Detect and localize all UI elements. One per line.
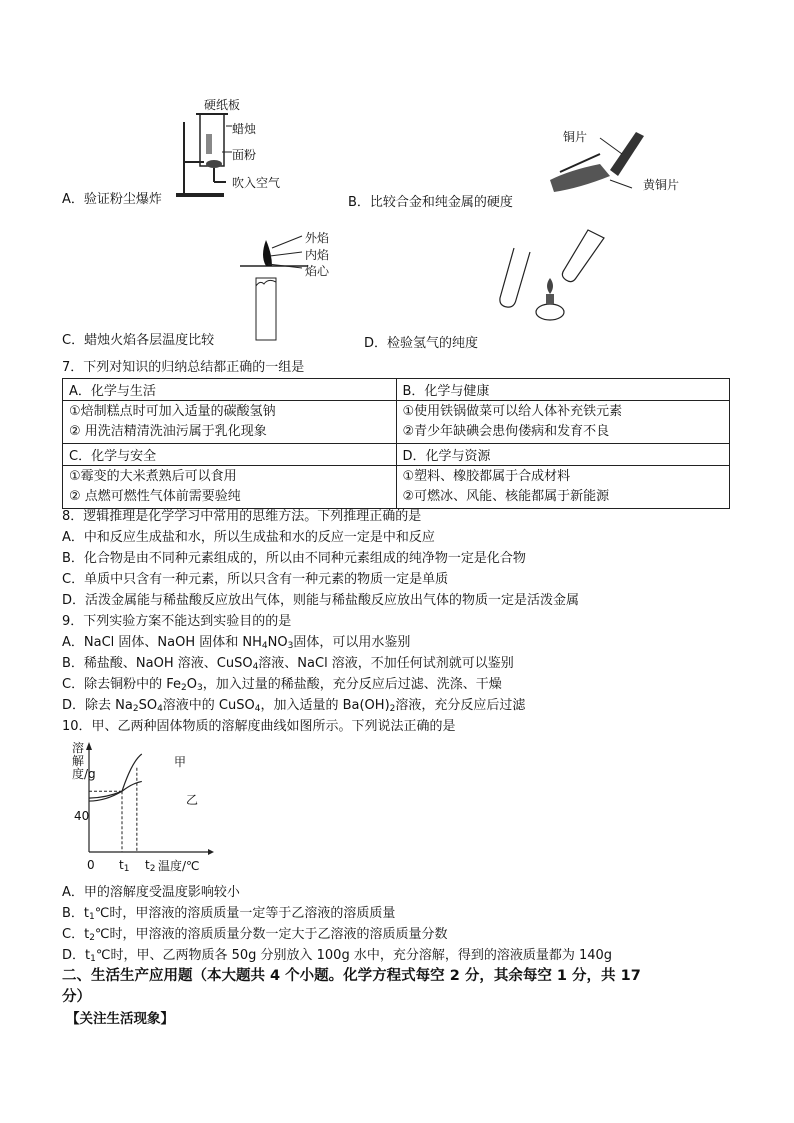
q10-option-d: D．$t_1℃$时，甲、乙两物质各 50g 分别放入 100g 水中，充分溶解，得到的溶液质量都为 140g: [62, 948, 613, 964]
q9-option-c: C．除去铜粉中的 $Fe_2O_3$，加入过量的稀盐酸，充分反应后过滤、洗涤、干燥: [62, 677, 502, 693]
origin-label: 0: [87, 858, 95, 872]
figure-c-candle-flame: [236, 226, 316, 344]
q8-option-c: C．单质中只含有一种元素，所以只含有一种元素的物质一定是单质: [62, 572, 449, 587]
q9-option-b: B．稀盐酸、NaOH 溶液、CuSO$_4$溶液、NaCl 溶液，不加任何试剂就可以鉴别: [62, 656, 514, 672]
series-yi-curve: [89, 781, 142, 798]
tick-t1: $t_1$: [119, 858, 130, 874]
q7-a-item-1: ①焙制糕点时可加入适量的碳酸氢钠: [69, 404, 276, 419]
legend-jia: 甲: [174, 755, 187, 769]
section2-subheading: 【关注生活现象】: [66, 1011, 174, 1027]
q7-c-item-2: ② 点燃可燃性气体前需要验纯: [69, 489, 241, 504]
q7-b-items: [396, 401, 730, 444]
x-axis-arrow: [208, 849, 214, 855]
tick-t2: $t_2$: [145, 858, 156, 874]
option-a-figure: A．验证粉尘爆炸: [62, 192, 162, 207]
q8-option-d: D．活泼金属能与稀盐酸反应放出气体，则能与稀盐酸反应放出气体的物质一定是活泼金属: [62, 593, 580, 608]
q7-d-item-1: ①塑料、橡胶都属于合成材料: [402, 469, 571, 484]
option-c-figure: C．蜡烛火焰各层温度比较: [62, 333, 215, 348]
y-axis-arrow: [86, 742, 92, 750]
tick-y-40: 40: [74, 809, 90, 823]
section2-heading-line1: 二、生活生产应用题（本大题共 4 个小题。化学方程式每空 2 分，其余每空 1 分，共 17: [62, 968, 641, 984]
label-board: 硬纸板: [204, 98, 241, 112]
q9-stem: 9．下列实验方案不能达到实验目的的是: [62, 614, 292, 629]
label-candle: 蜡烛: [232, 122, 257, 136]
q8-option-a: A．中和反应生成盐和水，所以生成盐和水的反应一定是中和反应: [62, 530, 435, 545]
q7-stem: 7．下列对知识的归纳总结都正确的一组是: [62, 360, 305, 375]
q9-option-d: D．除去 $Na_2SO_4$溶液中的 CuSO$_4$，加入适量的 $Ba(OH)_2$溶液，充分反应后过滤: [62, 698, 526, 714]
label-flour: 面粉: [232, 148, 257, 162]
q7-a-title: A．化学与生活: [63, 379, 397, 401]
label-air: 吹入空气: [232, 176, 281, 190]
option-b-figure: B．比较合金和纯金属的硬度: [348, 195, 513, 210]
q7-c-items: [63, 466, 397, 509]
label-brass: 黄铜片: [643, 178, 680, 192]
option-d-figure: D．检验氢气的纯度: [364, 336, 479, 351]
label-copper: 铜片: [563, 130, 588, 144]
q8-stem: 8．逻辑推理是化学学习中常用的思维方法。下列推理正确的是: [62, 509, 422, 524]
label-flame-core: 焰心: [305, 264, 330, 278]
q10-option-c: C．$t_2℃$时，甲溶液的溶质质量分数一定大于乙溶液的溶质质量分数: [62, 927, 448, 943]
q7-d-title: D．化学与资源: [396, 444, 730, 466]
label-inner-flame: 内焰: [305, 248, 330, 262]
chart-xlabel: 温度/℃: [158, 859, 200, 873]
legend-yi: 乙: [186, 793, 199, 807]
q9-option-a: A．NaCl 固体、NaOH 固体和 $NH_4NO_3$固体，可以用水鉴别: [62, 635, 411, 651]
q10-stem: 10．甲、乙两种固体物质的溶解度曲线如图所示。下列说法正确的是: [62, 719, 456, 734]
q10-option-b: B．$t_1℃$时，甲溶液的溶质质量一定等于乙溶液的溶质质量: [62, 906, 396, 922]
q7-b-item-2: ②青少年缺碘会患佝偻病和发育不良: [402, 424, 610, 439]
q7-c-item-1: ①霉变的大米煮熟后可以食用: [69, 469, 237, 484]
q7-d-items: [396, 466, 730, 509]
q7-a-item-2: ② 用洗洁精清洗油污属于乳化现象: [69, 424, 267, 439]
label-outer-flame: 外焰: [305, 231, 330, 245]
q7-table: [62, 378, 730, 509]
q7-c-title: C．化学与安全: [63, 444, 397, 466]
figure-d-hydrogen-test: [492, 228, 612, 328]
q7-b-item-1: ①使用铁锅做菜可以给人体补充铁元素: [402, 404, 623, 419]
q10-option-a: A．甲的溶解度受温度影响较小: [62, 885, 240, 900]
q7-b-title: B．化学与健康: [396, 379, 730, 401]
q7-d-item-2: ②可燃冰、风能、核能都属于新能源: [402, 489, 610, 504]
section2-heading-line2: 分）: [62, 989, 91, 1005]
q8-option-b: B．化合物是由不同种元素组成的，所以由不同种元素组成的纯净物一定是化合物: [62, 551, 526, 566]
chart-ylabel: 溶解度/g: [72, 741, 96, 781]
q7-a-items: [63, 401, 397, 444]
